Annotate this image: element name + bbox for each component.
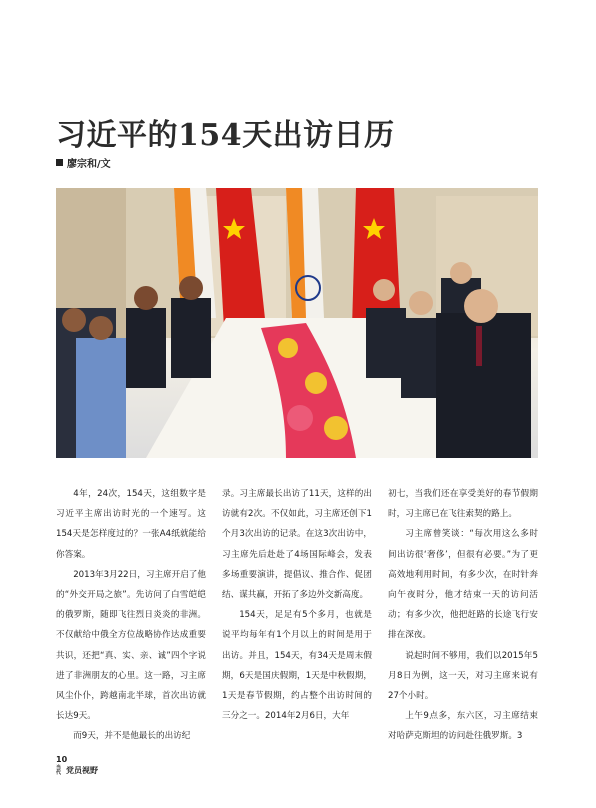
text-column-3 bbox=[388, 484, 538, 747]
delegate-head bbox=[373, 279, 395, 301]
delegate-leader bbox=[436, 313, 531, 458]
article-title: 习近平的154天出访日历 bbox=[56, 118, 395, 153]
page-footer bbox=[56, 754, 98, 776]
text-column-1 bbox=[56, 484, 206, 747]
delegate-head bbox=[450, 262, 472, 284]
magazine-name: 党员视野 bbox=[66, 765, 98, 775]
author-name: 廖宗和/文 bbox=[67, 159, 111, 170]
paragraph: 154天，足足有5个多月，也就是说平均每年有1个月以上的时间是用于出访。并且，154天，有34天是周末假期，6天是国庆假期，1天是中秋假期，1天是春节假期，约占整个出访时间的三分之一。2014年2月6日，大年 bbox=[222, 610, 372, 722]
delegate-head bbox=[179, 276, 203, 300]
paragraph: 习主席曾笑谈：“每次用这么多时间出访很‘奢侈’，但很有必要。”为了更高效地利用时间，有多少次，在时针奔向午夜时分，他才结束一天的访问活动；有多少次，他把赶路的长途飞行安排在深夜。 bbox=[388, 529, 538, 641]
paragraph: 初七，当我们还在享受美好的春节假期时，习主席已在飞往索契的路上。 bbox=[388, 489, 538, 520]
flower bbox=[278, 338, 298, 358]
paragraph: 4年，24次，154天，这组数字是习近平主席出访时光的一个速写。这154天是怎样度过的？一张A4纸就能给你答案。 bbox=[56, 489, 206, 560]
delegate bbox=[126, 308, 166, 388]
delegate bbox=[76, 338, 126, 458]
meeting-photo-illustration bbox=[56, 188, 538, 458]
page-number: 10 bbox=[56, 755, 68, 764]
magazine-small-label: 当代 bbox=[56, 764, 62, 776]
delegate-head bbox=[409, 291, 433, 315]
meeting-photo bbox=[56, 188, 538, 458]
text-column-2 bbox=[222, 484, 372, 726]
delegate bbox=[366, 308, 406, 378]
article-body bbox=[56, 484, 538, 744]
paragraph: 而9天，并不是他最长的出访纪 bbox=[73, 731, 191, 742]
necktie bbox=[476, 326, 482, 366]
flower bbox=[324, 416, 348, 440]
square-bullet-icon bbox=[56, 159, 63, 166]
paragraph: 2013年3月22日，习主席开启了他的“外交开局之旅”。先访问了白雪皑皑的俄罗斯，随即飞往烈日炎炎的非洲。不仅献给中俄全方位战略协作达成重要共识，还把“真、实、亲、诚”四个字说进了非洲朋友的心里。这一路，习主席风尘仆仆，跨越南北半球，首次出访就长达9天。 bbox=[56, 569, 206, 722]
flower bbox=[287, 405, 313, 431]
delegate-head bbox=[89, 316, 113, 340]
paragraph: 上午9点多，东六区，习主席结束对哈萨克斯坦的访问赴往俄罗斯。3 bbox=[388, 711, 538, 742]
china-flag bbox=[352, 188, 401, 328]
delegate-head bbox=[464, 289, 498, 323]
paragraph: 说起时间不够用，我们以2015年5月8日为例，这一天，对习主席来说有27个小时。 bbox=[388, 650, 538, 702]
delegate-head bbox=[134, 286, 158, 310]
delegate-head bbox=[62, 308, 86, 332]
magazine-logo bbox=[56, 765, 98, 776]
byline bbox=[56, 155, 111, 170]
flower bbox=[305, 372, 327, 394]
paragraph: 录。习主席最长出访了11天，这样的出访就有2次。不仅如此，习主席还创下1个月3次出访的记录。在这3次出访中，习主席先后赴赴了4场国际峰会，发表多场重要演讲，提倡议、推合作、促团结、谋共赢，开拓了多边外交新高度。 bbox=[222, 489, 372, 601]
delegate bbox=[171, 298, 211, 378]
